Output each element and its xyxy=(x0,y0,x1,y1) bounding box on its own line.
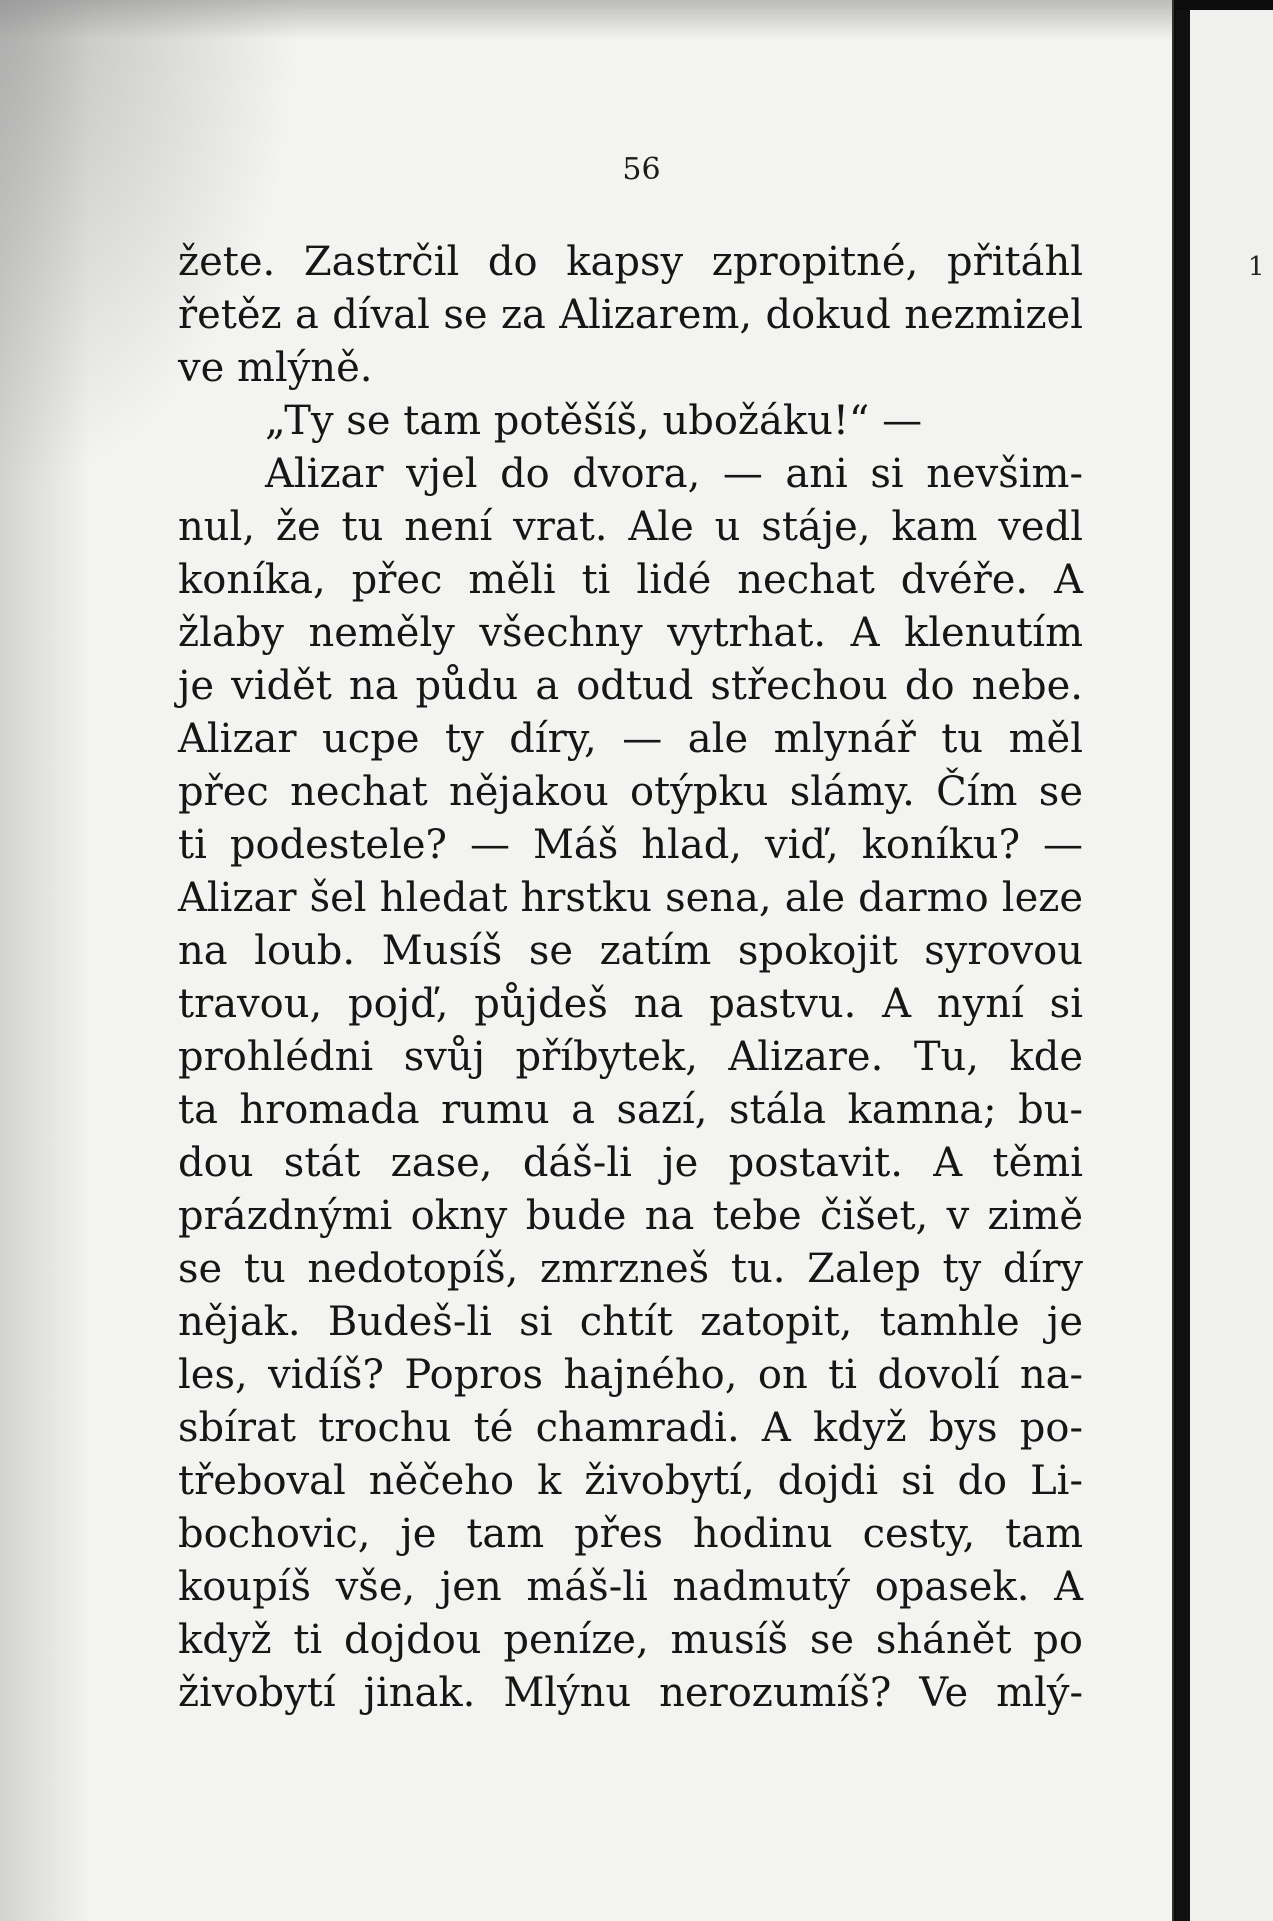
adjacent-page-edge xyxy=(1176,10,1273,1921)
text-line: když ti dojdou peníze, musíš se shánět po xyxy=(178,1617,1083,1663)
text-line: Alizar vjel do dvora, — ani si nevšim- xyxy=(265,451,1083,497)
text-line: nul, že tu není vrat. Ale u stáje, kam vedl xyxy=(178,504,1083,550)
text-line: je vidět na půdu a odtud střechou do nebe. xyxy=(178,663,1083,709)
text-line: prohlédni svůj příbytek, Alizare. Tu, kde xyxy=(178,1034,1083,1080)
text-line: ta hromada rumu a sazí, stála kamna; bu- xyxy=(178,1087,1083,1133)
text-line: koupíš vše, jen máš-li nadmutý opasek. A xyxy=(178,1564,1083,1610)
page-number-text: 56 xyxy=(622,152,661,187)
adjacent-page-mark: 1 xyxy=(1248,252,1265,282)
text-line: přec nechat nějakou otýpku slámy. Čím se xyxy=(178,769,1083,815)
text-line: žete. Zastrčil do kapsy zpropitné, přitáhl xyxy=(178,239,1083,285)
text-line: dou stát zase, dáš-li je postavit. A těmi xyxy=(178,1140,1083,1186)
text-line: nějak. Budeš-li si chtít zatopit, tamhle je xyxy=(178,1299,1083,1345)
text-line: třeboval něčeho k živobytí, dojdi si do Li- xyxy=(178,1458,1083,1504)
text-line: sbírat trochu té chamradi. A když bys po- xyxy=(178,1405,1083,1451)
text-line: na loub. Musíš se zatím spokojit syrovou xyxy=(178,928,1083,974)
text-line: se tu nedotopíš, zmrzneš tu. Zalep ty díry xyxy=(178,1246,1083,1292)
text-line: les, vidíš? Popros hajného, on ti dovolí na- xyxy=(178,1352,1083,1398)
text-line: ti podestele? — Máš hlad, viď, koníku? — xyxy=(178,822,1083,868)
text-line: živobytí jinak. Mlýnu nerozumíš? Ve mlý- xyxy=(178,1670,1083,1716)
text-line: travou, pojď, půjdeš na pastvu. A nyní si xyxy=(178,981,1083,1027)
body-text xyxy=(178,236,1083,1720)
text-line: Alizar ucpe ty díry, — ale mlynář tu měl xyxy=(178,716,1083,762)
text-line: bochovic, je tam přes hodinu cesty, tam xyxy=(178,1511,1083,1557)
page-number xyxy=(0,152,1259,187)
text-line: ve mlýně. xyxy=(178,345,373,391)
text-line: řetěz a díval se za Alizarem, dokud nezmizel xyxy=(178,292,1083,338)
text-line: žlaby neměly všechny vytrhat. A klenutím xyxy=(178,610,1083,656)
text-line: koníka, přec měli ti lidé nechat dvéře. A xyxy=(178,557,1083,603)
text-line: „Ty se tam potěšíš, ubožáku!“ — xyxy=(265,398,923,444)
text-line: Alizar šel hledat hrstku sena, ale darmo leze xyxy=(178,875,1083,921)
text-line: prázdnými okny bude na tebe čišet, v zimě xyxy=(178,1193,1083,1239)
